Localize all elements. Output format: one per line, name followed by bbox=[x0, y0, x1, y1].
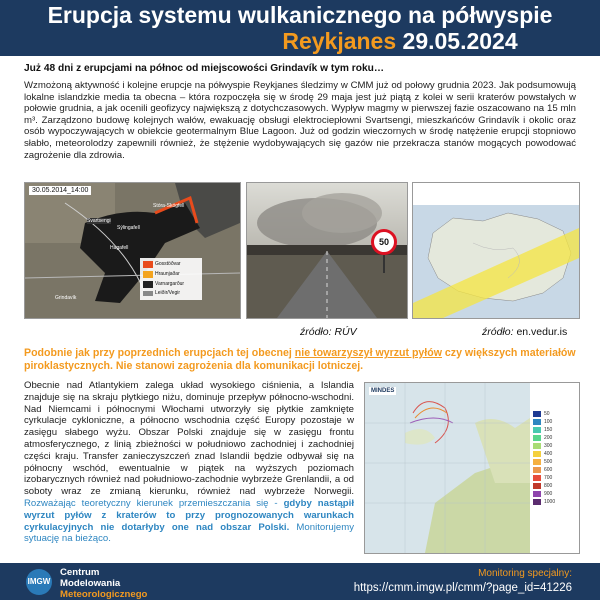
legend-value: 1000 bbox=[544, 499, 556, 505]
legend-value: 700 bbox=[544, 475, 553, 481]
weather-paragraph bbox=[24, 380, 354, 545]
source-prefix: źródło: bbox=[482, 326, 514, 338]
map-label: Sýlingafell bbox=[117, 225, 140, 231]
trajectory-legend bbox=[544, 410, 555, 506]
highlight-part: Podobnie jak przy poprzednich erupcjach tej obecnej bbox=[24, 347, 295, 359]
source-caption-1 bbox=[300, 326, 357, 338]
iceland-map-graphic bbox=[413, 183, 579, 318]
speed-sign-number: 50 bbox=[378, 237, 389, 247]
map-label: Stóra-Skógfell bbox=[153, 203, 185, 209]
page-title-line2 bbox=[0, 28, 600, 54]
map-label: Grindavík bbox=[55, 295, 77, 301]
eruption-photo bbox=[246, 182, 408, 319]
org-name bbox=[60, 567, 147, 600]
monitoring-link[interactable]: https://cmm.imgw.pl/cmm/?page_id=41226 bbox=[353, 582, 572, 594]
source-value: en.vedur.is bbox=[516, 326, 568, 338]
weather-text: Obecnie nad Atlantykiem zalega układ wysokiego ciśnienia, a Islandia znajduje się na skraju płytkiego niżu, dominuje przepływ północno-wschodni. Nad Niemcami i północnymi Włochami utworzyły się płytkie zamknięte cyrkulacje cykloniczne, a północno wschodnia część Europy pozostaje w zasięgu słabego wyżu. Obszar Polski znajduje się w zasięgu frontu atmosferycznego, z linią zbieżności w południowo zachodniej i zachodniej części kraju. Transfer zanieczyszczeń znad Islandii będzie odbywał się na północny wschód, ewentualnie w piątek na wyższych poziomach izobarycznych również nad południowo-zachodnie wybrzeże Grenlandii, a od soboty wraz ze zmianą kierunku, również nad wybrzeże Norwegii. bbox=[24, 380, 354, 498]
legend-value: 200 bbox=[544, 435, 553, 441]
speed-sign bbox=[371, 229, 397, 255]
intro-paragraph: Wzmożoną aktywność i kolejne erupcje na półwyspie Reykjanes śledzimy w CMM już od połowy grudnia 2023. Jak podsumowują lokalne islandzkie media ta obecna – która rozpoczęła się w środę 29 maja jest już piątą z kolei w serii kraterów powstałych w połowie grudnia, a jak ocenili geofizycy największą z dotychczasowych. Wypływ magmy w pierwszej fazie oszacowano na 15 mln m³. Zarządzono budowę kolejnych wałów, ewakuację obsługi elektrociepłowni Svartsengi, mieszkańców Grindavík i okolic oraz osób wypoczywających w obiekcie geotermalnym Blue Lagoon. Już od godzin wieczornych w środę natężenie erupcji stopniowo słabło, meteorolodzy zapewnili również, że stężenie wydobywających się gazów nie przekracza stanów mogących powodować zagrożenie dla zdrowia. bbox=[24, 80, 576, 161]
weather-blue-text: Monitorujemy sytuację na bieżąco. bbox=[24, 521, 355, 545]
org-line: Meteorologicznego bbox=[60, 589, 148, 600]
highlight-part: czy większych materiałów piroklastycznych. Nie stanowi zagrożenia dla komunikacji lotniczej. bbox=[24, 347, 576, 372]
legend-item: Gosstöðvar bbox=[155, 261, 181, 267]
legend-value: 150 bbox=[544, 427, 553, 433]
legend-value: 600 bbox=[544, 467, 553, 473]
imgw-logo: IMGW bbox=[26, 569, 52, 595]
legend-value: 100 bbox=[544, 419, 553, 425]
legend-item: Leiðir/Vegir bbox=[155, 290, 181, 296]
source-value: RÚV bbox=[334, 326, 357, 338]
mindes-logo: MINDES bbox=[371, 388, 395, 394]
legend-item: Varnargarður bbox=[155, 281, 185, 287]
legend-value: 500 bbox=[544, 459, 553, 465]
map-label: Svartsengi bbox=[87, 218, 111, 224]
trajectory-map bbox=[364, 382, 580, 554]
legend-item: Hraunjaðar bbox=[155, 271, 180, 277]
source-prefix: źródło: bbox=[300, 326, 332, 338]
highlight-statement bbox=[24, 347, 580, 373]
weather-blue-text: Rozważając teoretyczny kierunek przemieszczania się - bbox=[24, 497, 284, 509]
legend-value: 50 bbox=[544, 411, 550, 417]
legend-value: 800 bbox=[544, 483, 553, 489]
legend-value: 900 bbox=[544, 491, 553, 497]
monitoring-label: Monitoring specjalny: bbox=[478, 568, 572, 579]
legend-value: 300 bbox=[544, 443, 553, 449]
map-timestamp: 30.05.2014_14:00 bbox=[29, 186, 91, 195]
weather-blue-bold: gdyby nastąpił wyrzut pyłów z kraterów to przy prognozowanych warunkach cyrkulacyjnych nie dotarłyby one nad obszar Polski. bbox=[24, 497, 355, 533]
title-date: 29.05.2024 bbox=[402, 28, 518, 54]
lead-text: Już 48 dni z erupcjami na północ od miejscowości Grindavík w tym roku… bbox=[24, 63, 385, 74]
title-place: Reykjanes bbox=[282, 28, 397, 54]
legend-value: 400 bbox=[544, 451, 553, 457]
source-caption-2 bbox=[482, 326, 567, 338]
highlight-underlined: nie towarzyszył wyrzut pyłów bbox=[294, 347, 442, 359]
map-label: Hagafell bbox=[110, 245, 129, 251]
lava-flow-map bbox=[24, 182, 241, 319]
iceland-dispersion-map bbox=[412, 182, 580, 319]
org-line: Modelowania bbox=[60, 578, 121, 589]
org-line: Centrum bbox=[60, 567, 100, 578]
page-title-line1: Erupcja systemu wulkanicznego na półwyspie bbox=[47, 2, 553, 28]
